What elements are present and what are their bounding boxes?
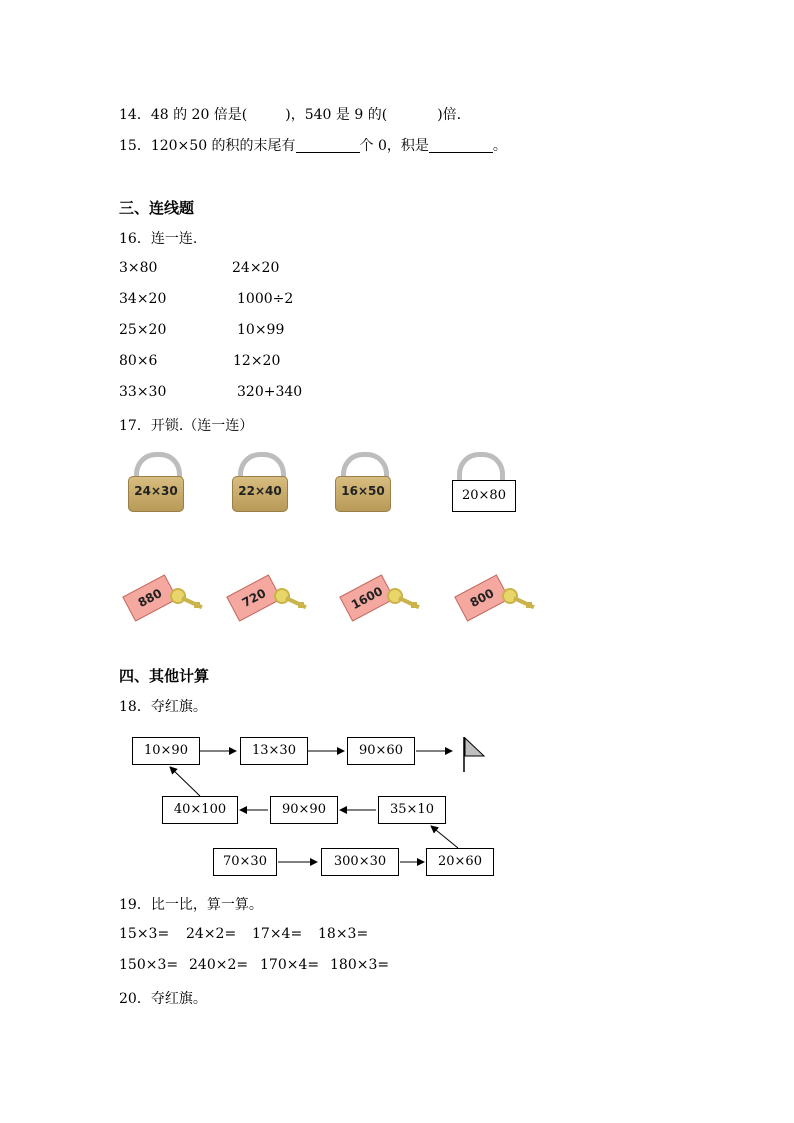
key-tag: 880 (122, 574, 178, 621)
q19-expression[interactable]: 150×3= (119, 957, 179, 973)
q16-left-item[interactable]: 33×30 (119, 384, 167, 400)
arrow-up-left (431, 826, 458, 848)
q14-text-2: )，540 是 9 的( (285, 107, 388, 123)
q16-right-item[interactable]: 1000÷2 (237, 291, 294, 307)
q19-expression[interactable]: 170×4= (260, 957, 320, 973)
q18-box[interactable]: 20×60 (426, 848, 494, 876)
q18-box[interactable]: 70×30 (213, 848, 277, 876)
q14-number: 14． (119, 107, 151, 123)
section-4-heading: 四、其他计算 (119, 667, 210, 685)
arrow-up-left (170, 767, 200, 796)
q18-box[interactable]: 90×90 (270, 796, 338, 824)
q16-right-item[interactable]: 12×20 (233, 353, 281, 369)
q15-number: 15． (119, 138, 151, 154)
q19-expression[interactable]: 17×4= (252, 926, 303, 942)
question-18-label: 18．夺红旗。 (119, 699, 207, 715)
q16-right-item[interactable]: 10×99 (237, 322, 285, 338)
key-tag: 720 (226, 574, 282, 621)
q19-expression[interactable]: 180×3= (330, 957, 390, 973)
q19-expression[interactable]: 15×3= (119, 926, 170, 942)
question-19-label: 19．比一比，算一算。 (119, 897, 263, 913)
q14-text-1: 48 的 20 倍是( (150, 107, 248, 123)
q18-box[interactable]: 10×90 (132, 737, 200, 765)
padlock-label: 20×80 (452, 480, 516, 512)
q19-expression[interactable]: 24×2= (186, 926, 237, 942)
q19-expression[interactable]: 240×2= (189, 957, 249, 973)
q16-right-item[interactable]: 24×20 (232, 260, 280, 276)
q18-box[interactable]: 40×100 (162, 796, 238, 824)
q15-text-1: 120×50 的积的末尾有 (150, 138, 296, 154)
question-17-label: 17．开锁.（连一连） (119, 418, 254, 434)
key-tag: 800 (454, 574, 510, 621)
q18-box[interactable]: 13×30 (240, 737, 308, 765)
q18-box[interactable]: 35×10 (378, 796, 446, 824)
padlock-label: 16×50 (341, 484, 385, 498)
q16-left-item[interactable]: 3×80 (119, 260, 158, 276)
key-tag: 1600 (339, 574, 395, 621)
question-16-label: 16．连一连. (119, 231, 198, 247)
q18-box[interactable]: 300×30 (321, 848, 399, 876)
q15-text-2: 个 0，积是 (359, 138, 429, 154)
q16-left-item[interactable]: 34×20 (119, 291, 167, 307)
q15-text-3: 。 (492, 138, 507, 154)
padlock-label: 24×30 (134, 484, 178, 498)
section-3-heading: 三、连线题 (119, 199, 195, 217)
q16-right-item[interactable]: 320+340 (237, 384, 303, 400)
question-20-label: 20．夺红旗。 (119, 991, 207, 1007)
flag-icon (464, 737, 484, 772)
q18-box[interactable]: 90×60 (347, 737, 415, 765)
q19-expression[interactable]: 18×3= (318, 926, 369, 942)
q14-text-3: )倍. (437, 107, 462, 123)
q16-left-item[interactable]: 25×20 (119, 322, 167, 338)
padlock-label: 22×40 (238, 484, 282, 498)
q16-left-item[interactable]: 80×6 (119, 353, 158, 369)
